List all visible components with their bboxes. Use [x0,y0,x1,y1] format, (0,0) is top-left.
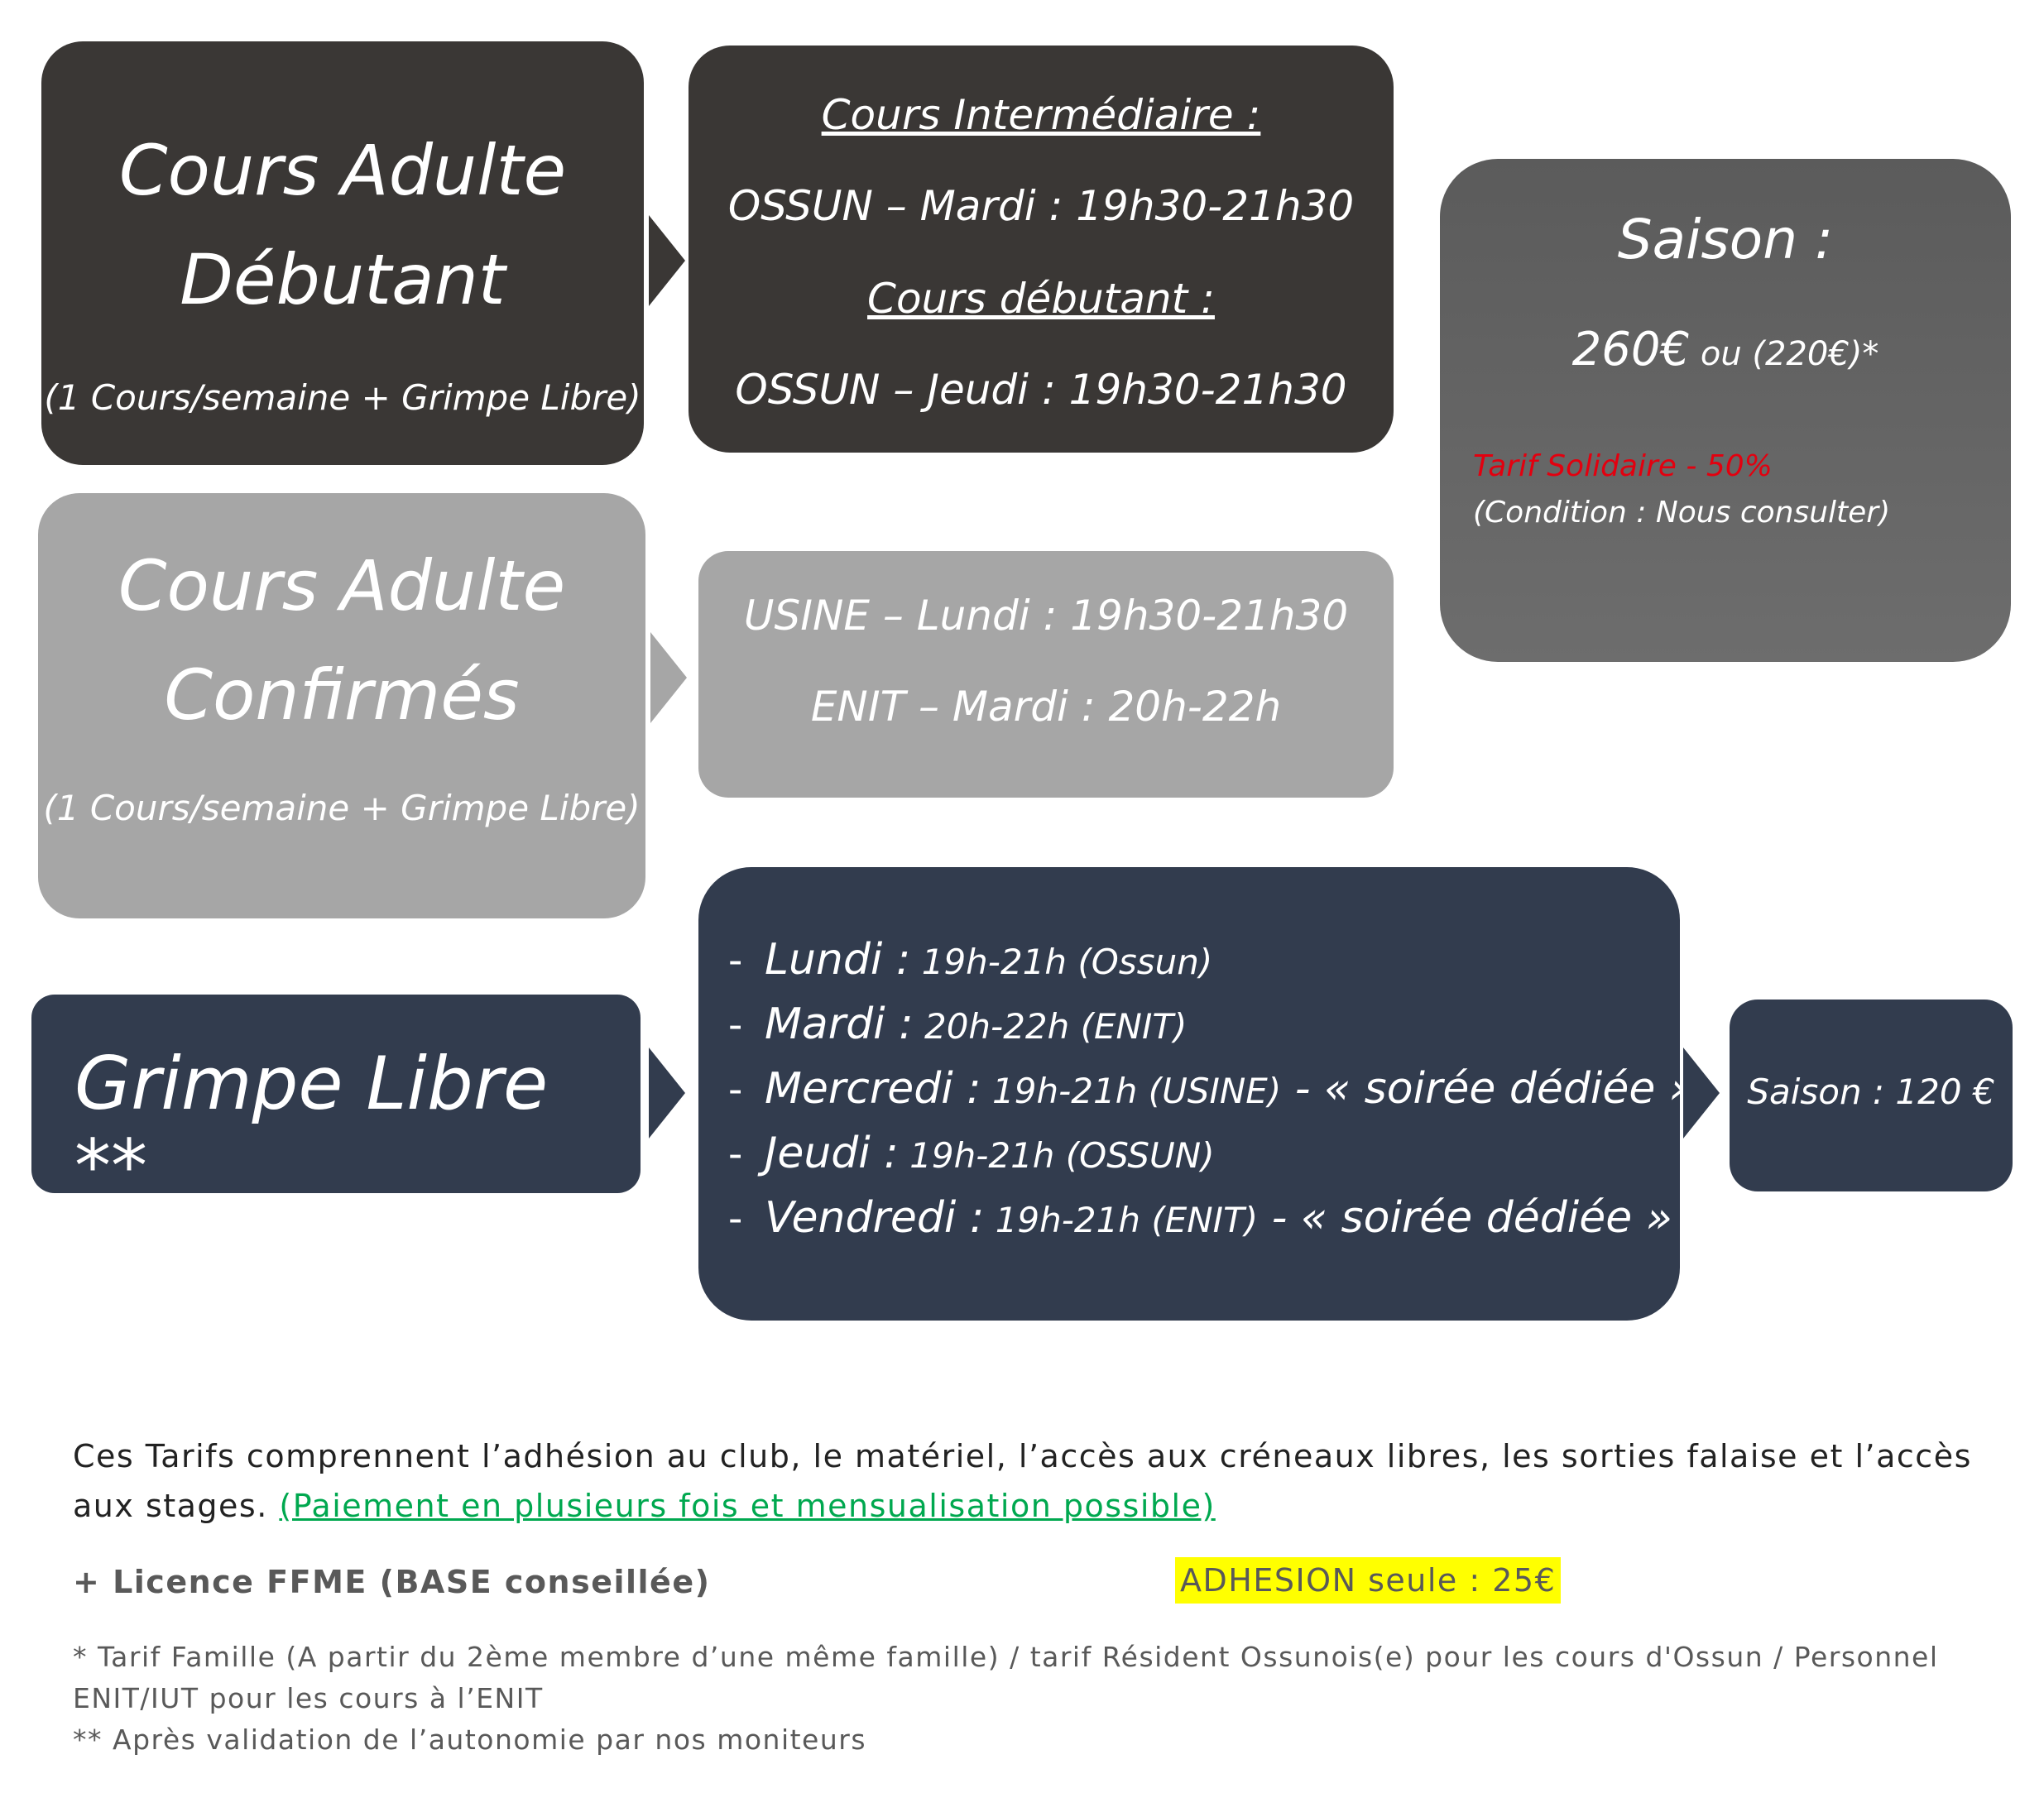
confirmes-title-line1: Cours Adulte [118,545,566,626]
tarif-solidaire: Tarif Solidaire - 50% [1473,449,1773,483]
heading-debutant: Cours débutant : [867,275,1215,323]
debutant-schedule-card [689,46,1394,453]
price-main: 260€ [1571,323,1691,376]
schedule-enit-mardi: ENIT – Mardi : 20h-22h [810,683,1282,731]
saison-grimpe-card [1730,1000,2013,1191]
confirmes-title-line2: Confirmés [164,654,520,736]
confirmes-schedule-card [698,551,1394,798]
list-item: - Jeudi : 19h-21h (OSSUN) [728,1129,1215,1178]
list-item: - Mercredi : 19h-21h (USINE) - « soirée dédiée » [728,1064,1696,1114]
grimpe-schedule-card [698,867,1696,1321]
condition-text: (Condition : Nous consulter) [1473,496,1891,530]
footnote-famille: * Tarif Famille (A partir du 2ème membre d’une même famille) / tarif Résident Ossunois(e) pour les cours d'Ossun / Personnel ENIT/IUT pour les cours à l’ENIT [73,1641,1939,1714]
saison-title: Saison : [1617,208,1834,271]
price-alt: ou (220€)* [1690,335,1879,373]
grimpe-title: Grimpe Libre ** [74,1041,549,1209]
adhesion-highlight: ADHESION seule : 25€ [1175,1557,1561,1604]
saison-price [1440,324,2011,380]
schedule-ossun-jeudi: OSSUN – Jeudi : 19h30-21h30 [735,366,1347,414]
saison-grimpe-label: Saison : 120 € [1747,1071,1995,1112]
schedule-usine-lundi: USINE – Lundi : 19h30-21h30 [743,592,1349,640]
list-item: - Vendredi : 19h-21h (ENIT) - « soirée dédiée » [728,1193,1672,1243]
confirmes-subtitle: (1 Cours/semaine + Grimpe Libre) [43,788,641,828]
arrow-right-icon [649,1048,685,1139]
licence-text: + Licence FFME (BASE conseillée) [73,1564,711,1600]
arrow-right-icon [650,632,687,723]
arrow-right-icon [1683,1048,1720,1139]
arrow-right-icon [649,215,685,306]
tarifs-paragraph [73,1431,2001,1531]
tarifs-text: Ces Tarifs comprennent l’adhésion au club, le matériel, l’accès aux créneaux libres, les sorties falaise et l’accès aux stages. [73,1438,1972,1524]
debutant-title-line2: Débutant [180,239,506,320]
list-item: - Mardi : 20h-22h (ENIT) [728,1000,1188,1049]
debutant-subtitle: (1 Cours/semaine + Grimpe Libre) [44,377,641,418]
saison-price-card [1440,159,2011,662]
cours-confirmes-card [38,493,645,918]
footnote-autonomie: ** Après validation de l’autonomie par nos moniteurs [73,1723,867,1756]
debutant-title-line1: Cours Adulte [118,130,567,211]
paiement-link[interactable]: (Paiement en plusieurs fois et mensualisation possible) [279,1488,1216,1524]
cours-debutant-card [41,41,644,465]
grimpe-libre-card [31,995,641,1209]
list-item: - Lundi : 19h-21h (Ossun) [728,935,1213,985]
heading-intermediaire: Cours Intermédiaire : [821,91,1261,139]
schedule-ossun-mardi: OSSUN – Mardi : 19h30-21h30 [727,182,1355,230]
